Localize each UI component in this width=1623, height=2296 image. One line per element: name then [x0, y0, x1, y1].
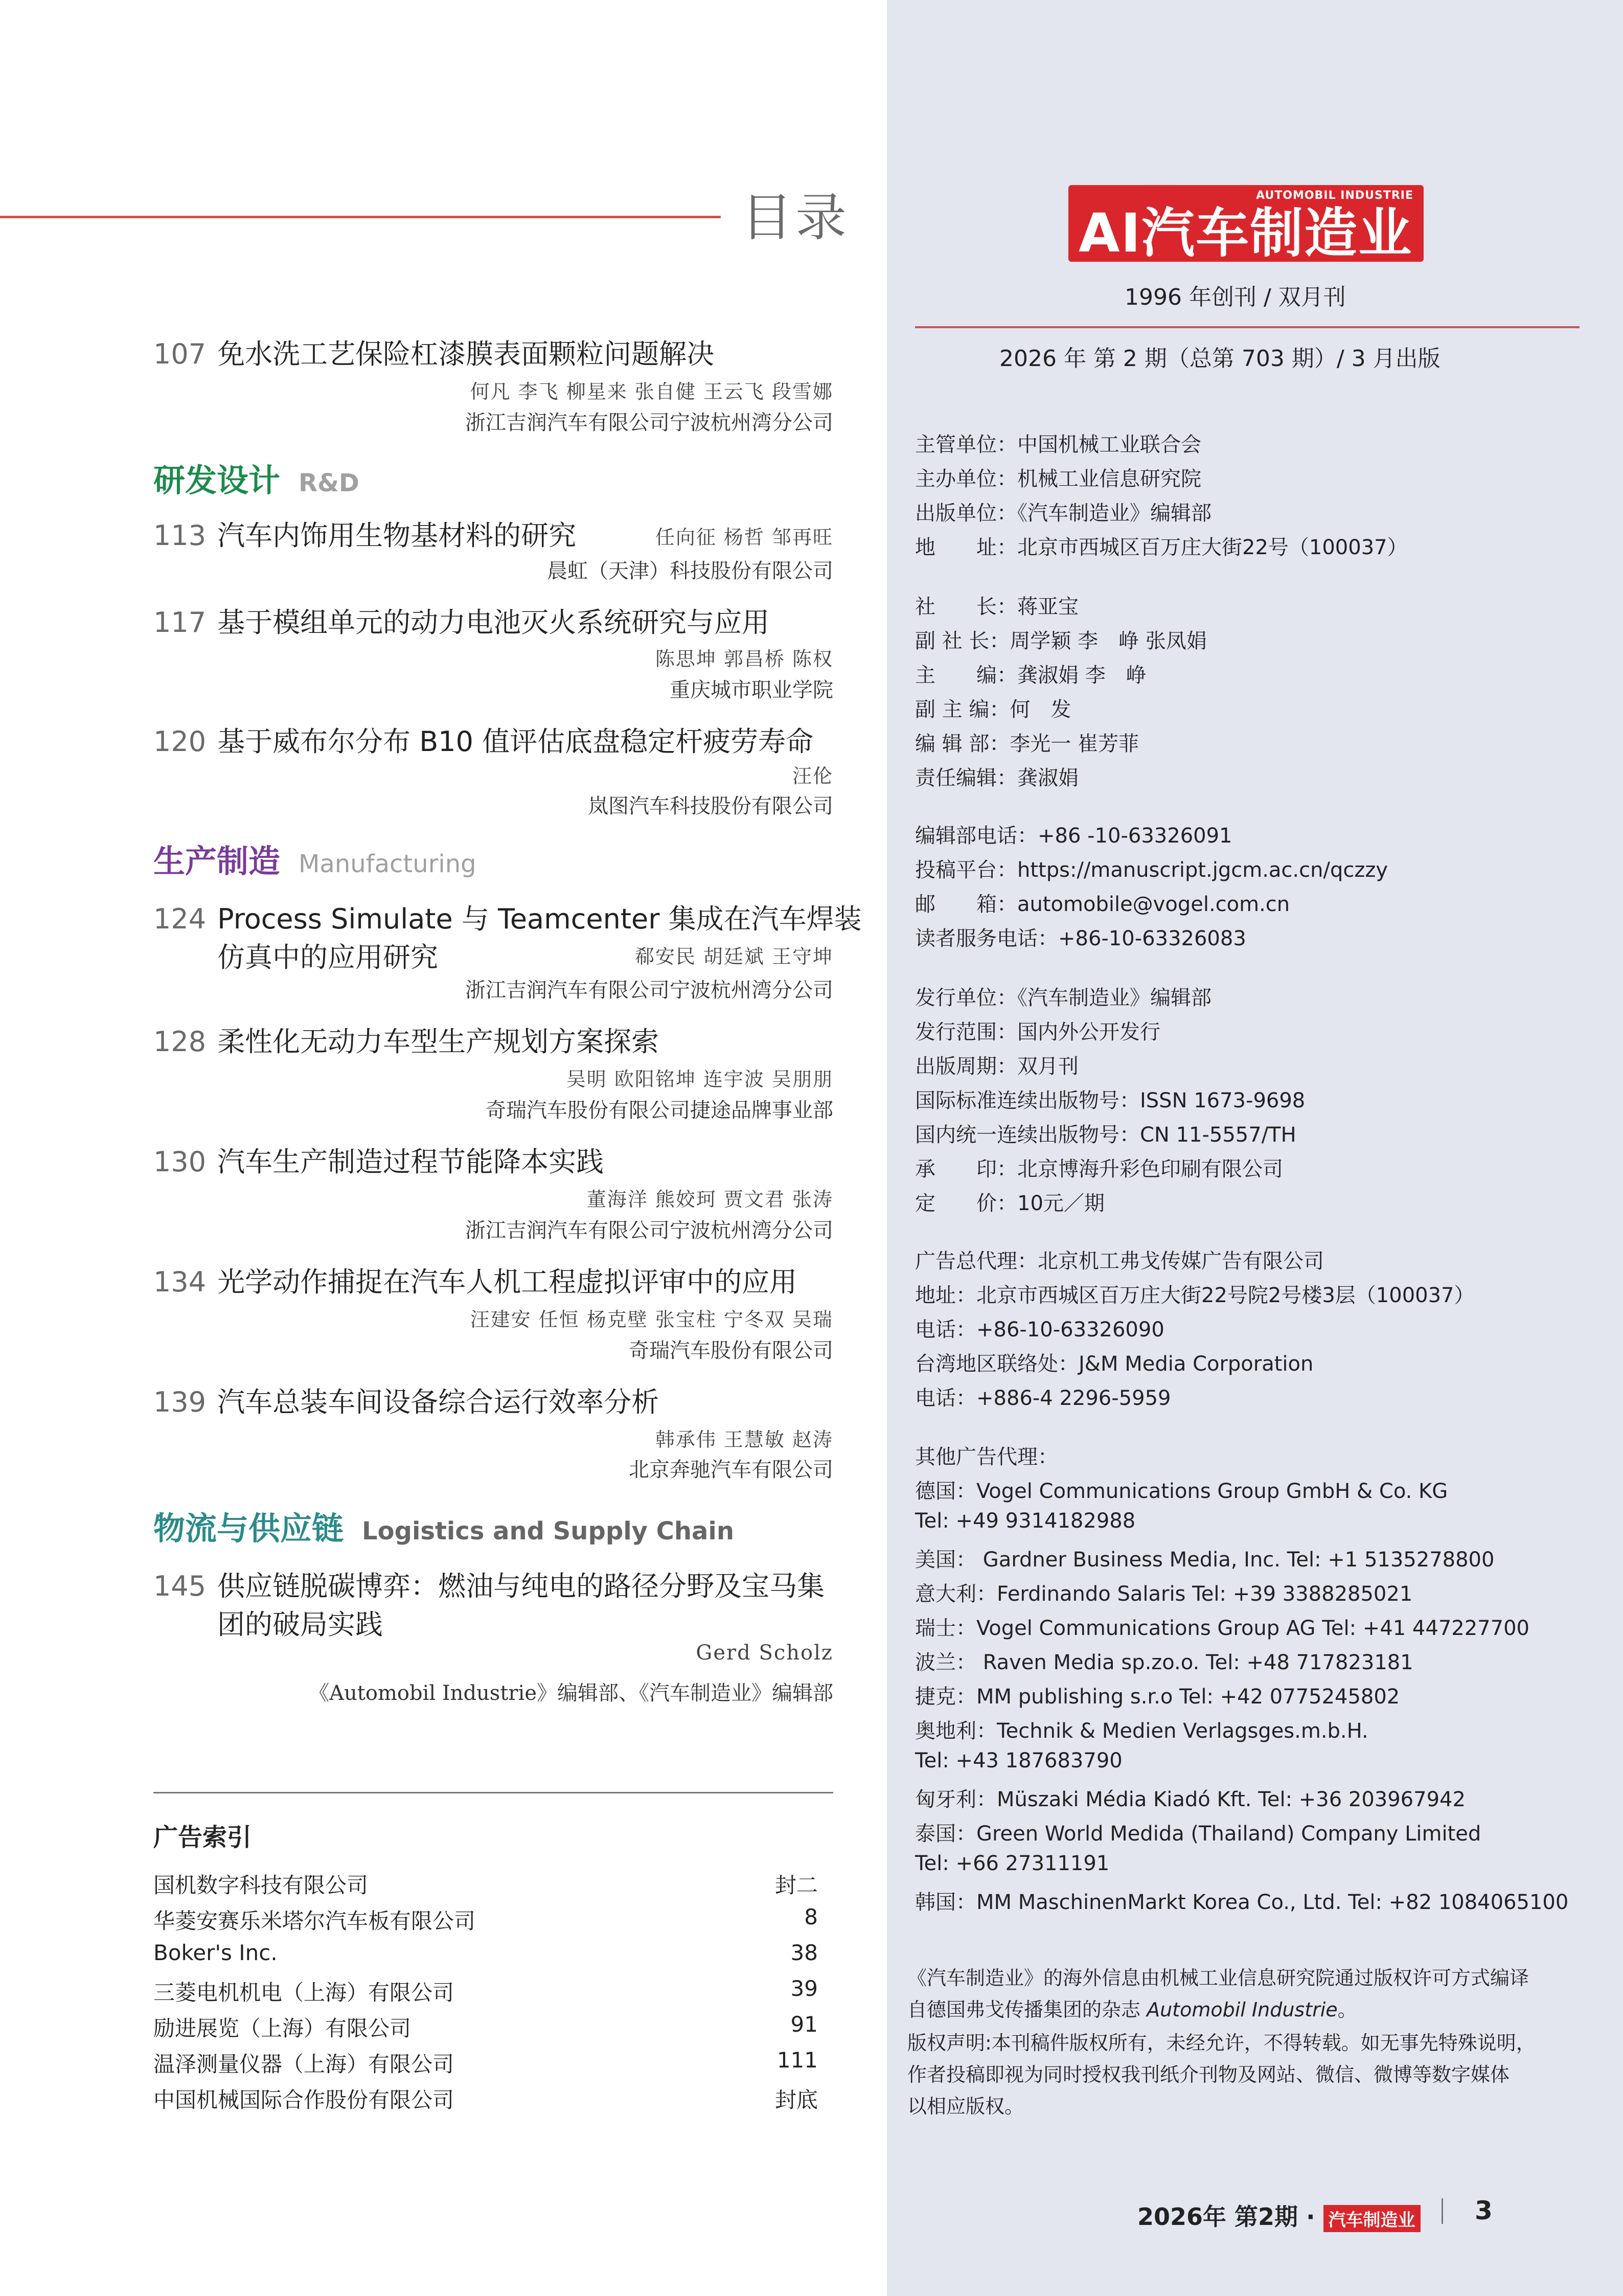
issue-line: 2026 年 第 2 期（总第 703 期）/ 3 月出版 — [999, 346, 1441, 372]
toc-authors: 吴明 欧阳铭坤 连宇波 吴朋朋 — [566, 1068, 833, 1090]
header-rule — [0, 216, 721, 218]
info-line: 主 编：龚淑娟 李 峥 — [915, 664, 1147, 687]
info-line: 副 社 长：周学颖 李 峥 张凤娟 — [915, 629, 1207, 653]
magazine-logo — [1068, 185, 1424, 262]
info-line: 出版周期：双月刊 — [915, 1055, 1079, 1078]
toc-header: 目录 — [741, 188, 850, 247]
info-line: 承 印：北京博海升彩色印刷有限公司 — [915, 1157, 1283, 1181]
toc-entry-title[interactable] — [153, 1140, 604, 1179]
toc-affiliation: 浙江吉润汽车有限公司宁波杭州湾分公司 — [465, 979, 833, 1002]
info-line: 其他广告代理： — [915, 1445, 1058, 1469]
toc-affiliation: 浙江吉润汽车有限公司宁波杭州湾分公司 — [465, 1219, 833, 1242]
info-line: Tel: +49 9314182988 — [915, 1509, 1136, 1533]
section-en: Logistics and Supply Chain — [362, 1517, 735, 1545]
toc-page-number: 145 — [153, 1570, 207, 1602]
toc-page-number: 130 — [153, 1146, 207, 1178]
note-italic-title: Automobil Industrie — [1147, 1998, 1338, 2021]
email-link[interactable]: 邮 箱：automobile@vogel.com.cn — [915, 893, 1290, 916]
toc-title-text: Process Simulate 与 Teamcenter 集成在汽车焊装 — [217, 903, 862, 935]
masthead-rule — [915, 326, 1580, 328]
toc-page-number: 117 — [153, 606, 207, 639]
info-line: 广告总代理：北京机工弗戈传媒广告有限公司 — [915, 1249, 1324, 1273]
footer-issue — [1137, 2198, 1421, 2232]
section-en: Manufacturing — [299, 850, 476, 878]
info-line: 主办单位：机械工业信息研究院 — [915, 467, 1201, 491]
info-line: 捷克：MM publishing s.r.o Tel: +42 0775245802 — [915, 1685, 1400, 1709]
info-line: 瑞士：Vogel Communications Group AG Tel: +41 447227700 — [915, 1617, 1529, 1640]
ad-page: 38 — [790, 1940, 818, 1965]
ad-index-title: 广告索引 — [153, 1823, 252, 1852]
toc-entry-title[interactable] — [153, 897, 862, 937]
section-heading-manufacturing — [153, 836, 476, 881]
toc-authors: 董海洋 熊姣珂 贾文君 张涛 — [586, 1188, 833, 1211]
section-heading-rd — [153, 455, 359, 501]
toc-authors: 郗安民 胡廷斌 王守坤 — [634, 945, 833, 968]
footer-separator — [1442, 2198, 1443, 2224]
toc-title-text: 基于模组单元的动力电池灭火系统研究与应用 — [217, 606, 770, 639]
info-line: 定 价：10元／期 — [915, 1192, 1105, 1215]
toc-affiliation: 北京奔驰汽车有限公司 — [629, 1458, 833, 1482]
toc-title-text: 光学动作捕捉在汽车人机工程虚拟评审中的应用 — [217, 1266, 797, 1298]
note-text: 自德国弗戈传播集团的杂志 — [907, 1998, 1147, 2021]
toc-page-number: 124 — [153, 903, 207, 935]
info-line: 国内统一连续出版物号：CN 11-5557/TH — [915, 1123, 1296, 1147]
info-line: 泰国：Green World Medida (Thailand) Company Limited — [915, 1822, 1481, 1846]
ad-page: 封底 — [774, 2087, 818, 2112]
toc-affiliation: 岚图汽车科技股份有限公司 — [588, 794, 833, 818]
toc-title-text: 柔性化无动力车型生产规划方案探索 — [217, 1026, 659, 1058]
info-line: 美国： Gardner Business Media, Inc. Tel: +1 5135278800 — [915, 1548, 1495, 1572]
toc-entry-title[interactable] — [153, 1260, 797, 1300]
toc-title-continued: 团的破局实践 — [217, 1608, 383, 1641]
section-cn: 物流与供应链 — [153, 1510, 344, 1547]
toc-authors: 汪建安 任恒 杨克壁 张宝柱 宁冬双 吴瑞 — [470, 1308, 833, 1331]
toc-authors: 陈思坤 郭昌桥 陈权 — [655, 648, 833, 670]
toc-entry-title[interactable] — [153, 1380, 659, 1420]
advertiser-name: 励进展览（上海）有限公司 — [153, 2016, 412, 2041]
toc-page-number: 113 — [153, 519, 207, 552]
toc-affiliation: 晨虹（天津）科技股份有限公司 — [547, 559, 833, 583]
advertiser-name: 国机数字科技有限公司 — [153, 1873, 369, 1898]
ad-page: 111 — [776, 2048, 818, 2073]
copyright-note: 以相应版权。 — [907, 2095, 1024, 2118]
info-line: 电话：+86-10-63326090 — [915, 1318, 1164, 1342]
toc-title-text: 免水洗工艺保险杠漆膜表面颗粒问题解决 — [217, 338, 715, 370]
toc-affiliation: 奇瑞汽车股份有限公司 — [629, 1339, 833, 1362]
founded-line: 1996 年创刊 / 双月刊 — [1125, 284, 1346, 310]
toc-authors: 韩承伟 王慧敏 赵涛 — [655, 1428, 833, 1451]
logo-subtitle: AUTOMOBIL INDUSTRIE — [1256, 189, 1413, 202]
advertiser-name: Boker's Inc. — [153, 1940, 278, 1965]
info-line: 匈牙利：Müszaki Média Kiadó Kft. Tel: +36 203967942 — [915, 1788, 1466, 1811]
toc-title-text: 汽车生产制造过程节能降本实践 — [217, 1146, 604, 1178]
ad-page: 8 — [804, 1904, 818, 1929]
logo-text: AI汽车制造业 — [1079, 202, 1413, 264]
toc-entry-title[interactable] — [153, 601, 769, 640]
info-line: 国际标准连续出版物号：ISSN 1673-9698 — [915, 1089, 1306, 1112]
info-line: 发行范围：国内外公开发行 — [915, 1020, 1160, 1044]
toc-title-continued: 仿真中的应用研究 — [217, 941, 438, 973]
toc-page-number: 134 — [153, 1266, 207, 1298]
advertiser-name: 华菱安赛乐米塔尔汽车板有限公司 — [153, 1908, 476, 1934]
toc-entry-title[interactable] — [153, 1564, 825, 1604]
submission-link[interactable]: 投稿平台：https://manuscript.jgcm.ac.cn/qczzy — [915, 858, 1388, 882]
ad-page: 91 — [790, 2012, 818, 2037]
ad-page: 封二 — [774, 1873, 818, 1898]
section-en: R&D — [299, 469, 359, 497]
toc-authors: 汪伦 — [792, 765, 833, 787]
toc-page-number: 128 — [153, 1026, 207, 1058]
info-line: 副 主 编：何 发 — [915, 698, 1071, 721]
toc-authors: Gerd Scholz — [696, 1641, 833, 1665]
toc-affiliation: 浙江吉润汽车有限公司宁波杭州湾分公司 — [465, 411, 833, 435]
copyright-note: 版权声明:本刊稿件版权所有，未经允许，不得转载。如无事先特殊说明， — [907, 2032, 1536, 2054]
info-line: 编 辑 部：李光一 崔芳菲 — [915, 732, 1139, 756]
info-line: Tel: +66 27311191 — [915, 1852, 1110, 1875]
toc-page-number: 107 — [153, 338, 207, 370]
toc-page-number: 139 — [153, 1386, 207, 1418]
info-line: 读者服务电话：+86-10-63326083 — [915, 927, 1246, 950]
info-line: 地址：北京市西城区百万庄大街22号院2号楼3层（100037） — [915, 1284, 1475, 1307]
info-line: 奥地利：Technik & Medien Verlagsges.m.b.H. — [915, 1719, 1368, 1743]
section-cn: 研发设计 — [153, 462, 281, 499]
toc-authors: 任向征 杨哲 邹再旺 — [655, 526, 833, 549]
toc-affiliation: 《Automobil Industrie》编辑部、《汽车制造业》编辑部 — [309, 1681, 833, 1705]
info-line: 电话：+886-4 2296-5959 — [915, 1386, 1171, 1410]
toc-title-text: 汽车总装车间设备综合运行效率分析 — [217, 1386, 659, 1418]
info-line: 意大利：Ferdinando Salaris Tel: +39 3388285021 — [915, 1582, 1413, 1606]
info-line: Tel: +43 187683790 — [915, 1749, 1123, 1772]
info-line: 社 长：蒋亚宝 — [915, 595, 1079, 619]
section-cn: 生产制造 — [153, 843, 281, 880]
ad-index-rule — [153, 1792, 833, 1793]
toc-affiliation: 重庆城市职业学院 — [670, 678, 833, 702]
toc-title-text: 基于威布尔分布 B10 值评估底盘稳定杆疲劳寿命 — [217, 725, 814, 758]
info-line: 地 址：北京市西城区百万庄大街22号（100037） — [915, 536, 1408, 559]
info-line: 波兰： Raven Media sp.zo.o. Tel: +48 717823181 — [915, 1651, 1413, 1674]
advertiser-name: 三菱电机机电（上海）有限公司 — [153, 1980, 454, 2005]
footer-text: 2026年 第2期 · — [1137, 2203, 1323, 2231]
copyright-note: 《汽车制造业》的海外信息由机械工业信息研究院通过版权许可方式编译 — [907, 1967, 1529, 1989]
info-line: 责任编辑：龚淑娟 — [915, 766, 1079, 790]
page-number: 3 — [1475, 2196, 1493, 2225]
toc-page-number: 120 — [153, 725, 207, 758]
note-text: 。 — [1337, 1998, 1357, 2021]
copyright-note: 作者投稿即视为同时授权我刊纸介刊物及网站、微信、微博等数字媒体 — [907, 2063, 1510, 2086]
info-line: 发行单位：《汽车制造业》编辑部 — [915, 986, 1211, 1010]
toc-entry-title[interactable] — [153, 720, 813, 759]
toc-title-text: 供应链脱碳博弈：燃油与纯电的路径分野及宝马集 — [217, 1570, 825, 1602]
ad-page: 39 — [790, 1976, 818, 2001]
toc-title-text: 汽车内饰用生物基材料的研究 — [217, 519, 577, 552]
toc-entry-title[interactable] — [153, 514, 576, 553]
advertiser-name: 中国机械国际合作股份有限公司 — [153, 2087, 454, 2112]
info-line: 台湾地区联络处：J&M Media Corporation — [915, 1352, 1314, 1376]
info-line: 韩国：MM MaschinenMarkt Korea Co., Ltd. Tel: +82 1084065100 — [915, 1891, 1569, 1914]
section-heading-logistics — [153, 1503, 734, 1549]
copyright-note — [907, 1994, 1357, 2022]
info-line: 出版单位：《汽车制造业》编辑部 — [915, 502, 1211, 525]
toc-entry-title[interactable] — [153, 1020, 659, 1059]
toc-entry-title[interactable] — [153, 332, 714, 372]
info-line: 德国：Vogel Communications Group GmbH & Co. KG — [915, 1480, 1448, 1503]
advertiser-name: 温泽测量仪器（上海）有限公司 — [153, 2052, 454, 2077]
info-line: 主管单位：中国机械工业联合会 — [915, 433, 1201, 457]
footer-logo: 汽车制造业 — [1323, 2205, 1421, 2232]
toc-affiliation: 奇瑞汽车股份有限公司捷途品牌事业部 — [486, 1099, 833, 1122]
toc-authors: 何凡 李飞 柳星来 张自健 王云飞 段雪娜 — [470, 380, 833, 403]
info-line: 编辑部电话：+86 -10-63326091 — [915, 824, 1232, 848]
